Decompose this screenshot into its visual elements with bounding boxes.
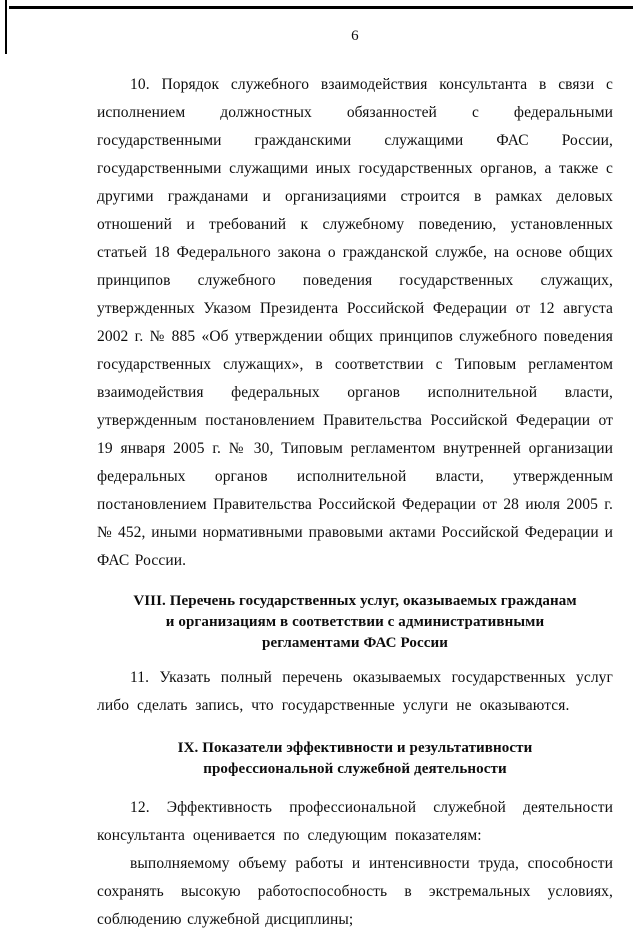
scan-artifact-top-line xyxy=(9,6,633,9)
paragraph-12-indicator-workload: выполняемому объему работы и интенсивности труда, способности сохранять высокую работоспособность в экстремальных условиях, соблюдению служебной дисциплины; xyxy=(97,855,613,928)
scan-artifact-left-edge-line xyxy=(5,0,7,54)
document-page xyxy=(97,28,613,934)
paragraph-12-effectiveness: 12. Эффективность профессиональной служебной деятельности консультанта оценивается по следующим показателям: xyxy=(97,799,613,844)
paragraph-11-services-list: 11. Указать полный перечень оказываемых государственных услуг либо сделать запись, что государственные услуги не оказываются. xyxy=(97,669,613,714)
section-heading-ix-performance-indicators: IX. Показатели эффективности и результативности профессиональной служебной деятельности xyxy=(177,740,533,777)
page-number: 6 xyxy=(351,28,359,44)
section-heading-viii-state-services: VIII. Перечень государственных услуг, оказываемых гражданам и организациям в соответствии с административными регламентами ФАС России xyxy=(133,593,577,651)
paragraph-10-service-interaction: 10. Порядок служебного взаимодействия консультанта в связи с исполнением должностных обязанностей с федеральными государственными гражданскими служащими ФАС России, государственными служащими иных государственных органов, а также с другими гражданами и организациями строится в рамках деловых отношений и требований к служебному поведению, установленных статьей 18 Федерального закона о гражданской службе, на основе общих принципов служебного поведения государственных служащих, утвержденных Указом Президента Российской Федерации от 12 августа 2002 г. № 885 «Об утверждении общих принципов служебного поведения государственных служащих», в соответствии с Типовым регламентом взаимодействия федеральных органов исполнительной власти, утвержденным постановлением Правительства Российской Федерации от 19 января 2005 г. № 30, Типовым регламентом внутренней организации федеральных органов исполнительной власти, утвержденным постановлением Правительства Российской Федерации от 28 июля 2005 г. № 452, иными нормативными правовыми актами Российской Федерации и ФАС России. xyxy=(97,76,613,569)
